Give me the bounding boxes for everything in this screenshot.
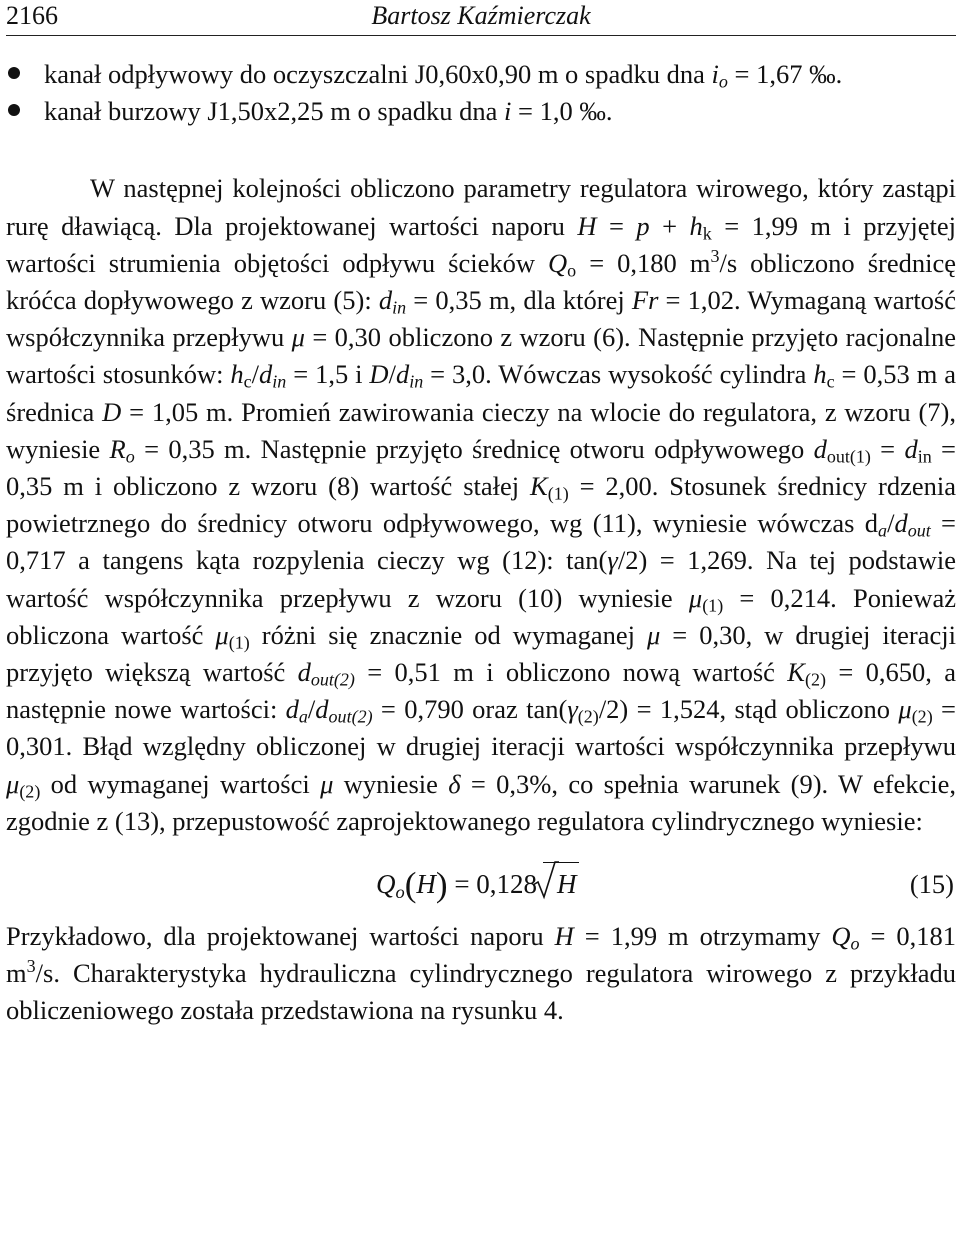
text-run: = 0,181 m xyxy=(6,921,956,989)
math-variable: Q xyxy=(548,247,568,278)
text-run: = 0,790 oraz tan( xyxy=(372,694,568,725)
text-run: = 1,5 i xyxy=(286,359,370,390)
subscript: o xyxy=(125,446,135,467)
text-run: wyniesie xyxy=(333,768,449,799)
text-run: / xyxy=(887,508,895,539)
subscript: a xyxy=(298,706,308,727)
bullet-variable: i xyxy=(711,59,719,89)
subscript: c xyxy=(826,371,835,392)
text-run: = 0,3%, co spełnia warunek (9). W efekcie, zgodnie z (13), przepustowość zaprojektowanego regulatora cylindrycznego wyniesie: xyxy=(6,768,956,836)
text-run: /2) = 1,524, stąd obliczono xyxy=(598,694,899,725)
list-item xyxy=(6,56,956,93)
subscript: o xyxy=(567,260,577,281)
equation-number: (15) xyxy=(909,869,954,900)
page-header xyxy=(6,0,956,32)
superscript: 3 xyxy=(710,245,720,266)
bullet-icon xyxy=(8,104,20,116)
spacer xyxy=(6,130,956,170)
math-variable: d xyxy=(285,694,299,725)
equation-formula: $Q_o(H) = 0,128$ H xyxy=(376,866,577,903)
subscript: out xyxy=(907,520,931,541)
math-variable: μ xyxy=(320,768,334,799)
closing-paragraph xyxy=(6,918,956,1030)
page-number: 2166 xyxy=(6,1,58,30)
subscript: in xyxy=(917,446,932,467)
math-variable: p xyxy=(636,210,650,241)
text-run: = 1,99 m otrzymamy xyxy=(573,921,832,952)
subscript: (2) xyxy=(911,706,933,727)
text-run: / xyxy=(388,359,396,390)
running-head-author: Bartosz Kaźmierczak xyxy=(371,1,591,30)
text-run: = 1,05 m. Promień zawirowania cieczy na wlocie do regulatora, z wzoru (7), wyniesie xyxy=(6,396,956,464)
subscript: (1) xyxy=(702,595,724,616)
text-run: = 0,53 m a średnica xyxy=(6,359,956,427)
text-run: od wymaganej wartości xyxy=(40,768,321,799)
text-run: / xyxy=(307,694,316,725)
bullet-variable: i xyxy=(504,96,512,127)
text-run: = 1,99 m i przyjętej wartości strumienia objętości odpływu ścieków xyxy=(6,210,957,278)
text-run: W następnej kolejności obliczono parametry regulatora wirowego, który zastąpi rurę dławiącą. Dla projektowanej wartości naporu xyxy=(6,173,956,241)
math-variable: d xyxy=(378,285,393,316)
page-body xyxy=(6,56,956,1030)
subscript: (1) xyxy=(547,483,569,504)
subscript: (2) xyxy=(577,706,599,727)
math-variable: μ xyxy=(215,619,229,650)
bullet-icon xyxy=(8,67,20,79)
subscript: in xyxy=(392,297,407,318)
subscript: out(1) xyxy=(826,446,871,467)
equation-coefficient: 0,128 xyxy=(476,869,538,900)
bullet-subscript: o xyxy=(718,71,728,92)
text-run: /2) = 1,269. Na tej podstawie wartość współczynnika przepływu z wzoru (10) wyniesie xyxy=(6,545,956,613)
equation-15 xyxy=(6,848,956,914)
math-variable: d xyxy=(297,657,311,688)
math-variable: H xyxy=(554,921,574,952)
text-run: / xyxy=(251,359,259,390)
superscript: 3 xyxy=(26,956,36,977)
math-variable: h xyxy=(230,359,244,390)
bullet-text: kanał odpływowy do oczyszczalni J0,60x0,90 m o spadku dna xyxy=(44,59,712,89)
math-variable: μ xyxy=(291,322,305,353)
text-run: = 0,51 m i obliczono nową wartość xyxy=(354,657,788,688)
subscript: k xyxy=(702,223,712,244)
text-run: = 2,00. Stosunek średnicy rdzenia powietrznego do średnicy otworu odpływowego, wg (11), wyniesie wówczas xyxy=(6,471,956,539)
subscript: (2) xyxy=(19,781,41,802)
header-rule xyxy=(6,35,956,36)
text-run: = 0,30, w drugiej iteracji przyjęto większą wartość xyxy=(6,619,956,688)
subscript: (2) xyxy=(804,669,826,690)
equation-lhs-argument: H xyxy=(416,869,436,900)
math-variable: d xyxy=(315,694,329,725)
math-variable: μ xyxy=(646,619,661,650)
math-variable: h xyxy=(813,359,827,390)
text-run: = 3,0. Wówczas wysokość cylindra xyxy=(423,359,814,390)
text-run: = 0,35 m, dla której xyxy=(406,285,632,316)
bullet-text-end: = 1,67 ‰. xyxy=(727,59,843,89)
subscript: in xyxy=(409,371,424,392)
bullet-text: kanał burzowy J1,50x2,25 m o spadku dna xyxy=(44,96,504,127)
math-variable: Fr xyxy=(631,285,659,316)
subscript: o xyxy=(850,933,860,954)
text-run: /s. Charakterystyka hydrauliczna cylindrycznego regulatora wirowego z przykładu obliczeniowego została przedstawiona na rysunku 4. xyxy=(6,958,956,1026)
equation-radicand: H xyxy=(557,869,577,900)
text-run: = 0,301. Błąd względny obliczonej w drugiej iteracji wartości współczynnika przepływu xyxy=(6,694,956,762)
body-paragraph xyxy=(6,170,956,840)
math-variable: δ xyxy=(448,768,461,799)
math-variable: μ xyxy=(688,582,703,613)
text-run: + xyxy=(649,210,690,241)
math-variable: D xyxy=(369,359,389,390)
bullet-text-end: = 1,0 ‰. xyxy=(511,96,613,127)
equation-lhs-variable: Q xyxy=(376,869,396,900)
text-run: różni się znacznie od wymaganej xyxy=(249,619,647,650)
math-variable: d xyxy=(904,433,918,464)
math-variable: D xyxy=(102,396,122,427)
math-variable: μ xyxy=(898,694,912,725)
text-run: /s obliczono średnicę króćca dopływowego z wzoru (5): xyxy=(6,247,956,316)
math-variable: d xyxy=(395,359,410,390)
text-run: = 0,180 m xyxy=(576,247,711,278)
subscript: in xyxy=(272,371,287,392)
math-variable: Q xyxy=(831,921,851,952)
text-run: d xyxy=(864,508,879,539)
text-run: = 0,214. Ponieważ obliczona wartość xyxy=(6,582,956,650)
math-variable: R xyxy=(109,433,126,464)
subscript: c xyxy=(243,371,252,392)
radical-sign-icon xyxy=(531,861,559,901)
text-run: = 0,650, a następnie nowe wartości: xyxy=(6,657,956,725)
text-run: Przykładowo, dla projektowanej wartości naporu xyxy=(6,921,555,952)
text-run: = 0,30 obliczono z wzoru (6). Następnie przyjęto racjonalne wartości stosunków: xyxy=(6,322,957,390)
math-variable: H xyxy=(577,210,597,241)
text-run: = 0,35 m. Następnie przyjęto średnicę otworu odpływowego xyxy=(134,433,814,464)
subscript: a xyxy=(878,520,888,541)
math-variable: γ xyxy=(567,694,578,725)
square-root xyxy=(537,866,577,903)
math-variable: K xyxy=(530,471,548,502)
text-run: = 1,02. Wymaganą wartość współczynnika przepływu xyxy=(6,285,957,353)
math-variable: d xyxy=(259,359,273,390)
equation-lhs-subscript: o xyxy=(395,881,405,902)
bullet-list xyxy=(6,56,956,130)
math-variable: d xyxy=(813,433,827,464)
text-run: = 0,35 m i obliczono z wzoru (8) wartość stałej xyxy=(6,433,956,502)
text-run: = xyxy=(870,433,905,464)
math-variable: K xyxy=(787,657,805,688)
math-variable: γ xyxy=(607,545,618,576)
list-item xyxy=(6,93,956,130)
math-variable: μ xyxy=(6,768,20,799)
text-run: = 0,717 a tangens kąta rozpylenia cieczy wg (12): tan( xyxy=(6,508,956,576)
subscript: out(2) xyxy=(328,706,373,727)
math-variable: d xyxy=(894,508,908,539)
subscript: out(2) xyxy=(310,669,355,690)
text-run: = xyxy=(596,210,637,241)
subscript: (1) xyxy=(228,632,250,653)
math-variable: h xyxy=(689,210,703,241)
